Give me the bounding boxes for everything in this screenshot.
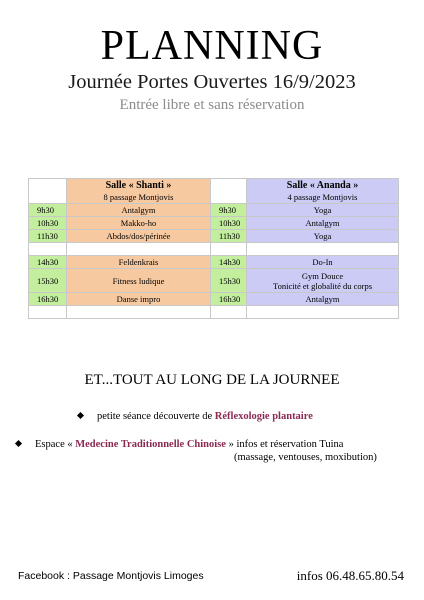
mtc-prefix: Espace « (35, 439, 73, 450)
activity-cell: Antalgym (247, 293, 399, 306)
activity-name: Gym Douce (301, 270, 344, 281)
activity-cell: Feldenkrais (67, 256, 211, 269)
reflexology-item (78, 410, 313, 423)
time-cell: 15h30 (29, 269, 67, 293)
room-ananda-name: Salle « Ananda » (286, 180, 359, 191)
activity-cell: Danse impro (67, 293, 211, 306)
mtc-item (16, 438, 406, 464)
gap-cell (29, 306, 67, 319)
activity-cell: Yoga (247, 204, 399, 217)
activity-cell: Do-In (247, 256, 399, 269)
time-cell: 9h30 (211, 204, 247, 217)
time-cell: 11h30 (29, 230, 67, 243)
reflexology-highlight: Réflexologie plantaire (214, 411, 313, 422)
lunch-gap-row (29, 243, 399, 256)
all-day-heading: ET...TOUT AU LONG DE LA JOURNEE (84, 372, 340, 388)
table-row (29, 269, 399, 293)
gap-cell (29, 243, 67, 256)
time-cell: 9h30 (29, 204, 67, 217)
reflexology-prefix: petite séance découverte de (97, 411, 213, 422)
activity-cell: Abdos/dos/périnée (67, 230, 211, 243)
table-row (29, 230, 399, 243)
room-ananda-header (247, 179, 399, 204)
table-row (29, 204, 399, 217)
time-cell: 14h30 (211, 256, 247, 269)
trailing-empty-row (29, 306, 399, 319)
table-header-row (29, 179, 399, 204)
time-cell: 15h30 (211, 269, 247, 293)
room-shanti-name: Salle « Shanti » (105, 180, 172, 191)
activity-cell: Yoga (247, 230, 399, 243)
mtc-second-line: (massage, ventouses, moxibution) (234, 452, 377, 463)
schedule-table (28, 178, 399, 319)
page-title: PLANNING (100, 23, 324, 69)
time-cell: 16h30 (211, 293, 247, 306)
room-ananda-address: 4 passage Montjovis (287, 192, 358, 202)
activity-cell: Fitness ludique (67, 269, 211, 293)
gap-cell (247, 306, 399, 319)
activity-cell: Antalgym (67, 204, 211, 217)
event-subtitle: Journée Portes Ouvertes 16/9/2023 (68, 71, 356, 93)
time-cell: 11h30 (211, 230, 247, 243)
room-shanti-header (67, 179, 211, 204)
entry-tagline: Entrée libre et sans réservation (119, 97, 305, 113)
room-shanti-address: 8 passage Montjovis (103, 192, 174, 202)
mtc-highlight: Medecine Traditionnelle Chinoise (75, 439, 226, 450)
table-row (29, 256, 399, 269)
activity-cell: Antalgym (247, 217, 399, 230)
time-cell: 14h30 (29, 256, 67, 269)
header-blank-cell (211, 179, 247, 204)
table-row (29, 293, 399, 306)
diamond-bullet-icon (77, 412, 84, 419)
activity-cell: Makko-ho (67, 217, 211, 230)
time-cell: 10h30 (29, 217, 67, 230)
gap-cell (211, 243, 247, 256)
gap-cell (67, 306, 211, 319)
header-blank-cell (29, 179, 67, 204)
gap-cell (211, 306, 247, 319)
gap-cell (247, 243, 399, 256)
mtc-suffix: » infos et réservation Tuina (228, 439, 344, 450)
table-row (29, 217, 399, 230)
activity-cell (247, 269, 399, 293)
activity-description: Tonicité et globalité du corps (272, 280, 373, 291)
time-cell: 10h30 (211, 217, 247, 230)
time-cell: 16h30 (29, 293, 67, 306)
facebook-footer: Facebook : Passage Montjovis Limoges (18, 570, 204, 582)
phone-info: infos 06.48.65.80.54 (296, 568, 404, 583)
gap-cell (67, 243, 211, 256)
diamond-bullet-icon (15, 440, 22, 447)
